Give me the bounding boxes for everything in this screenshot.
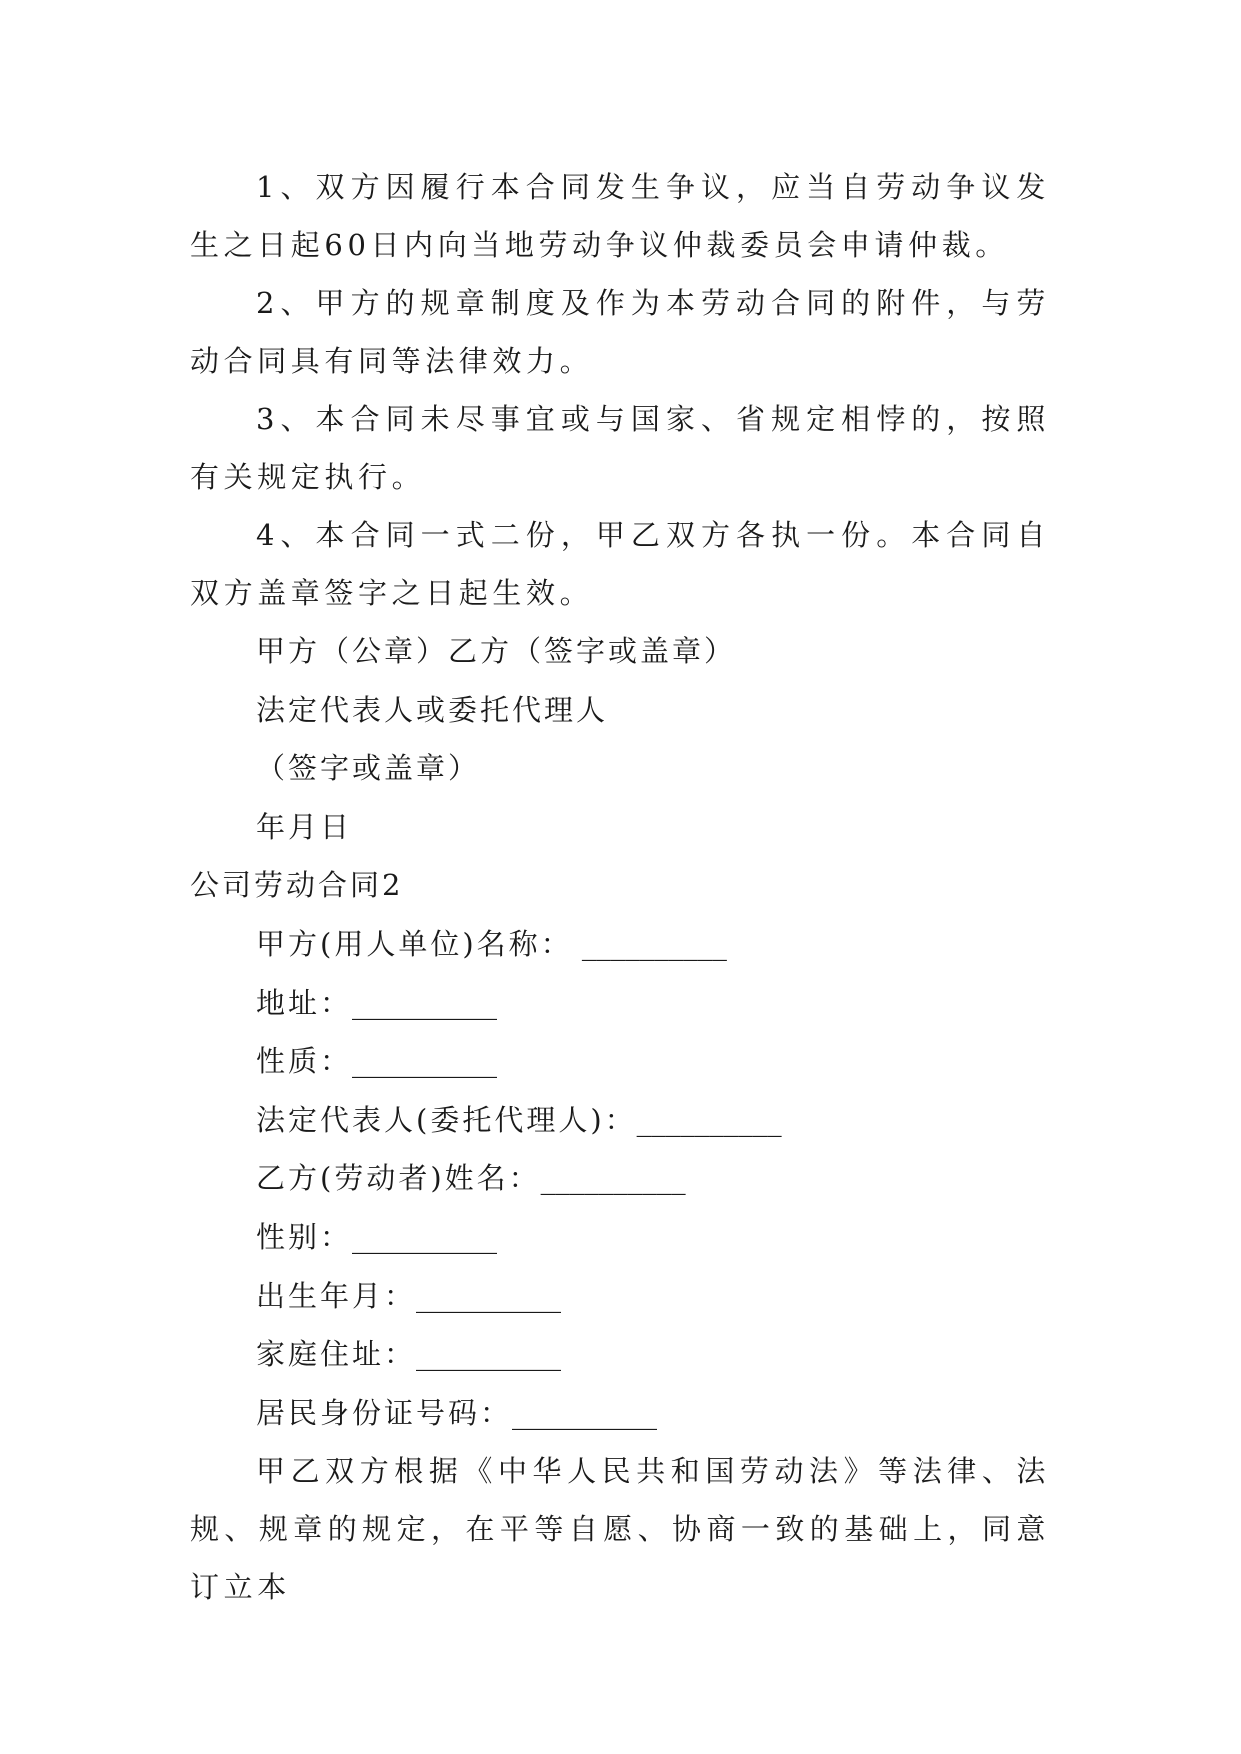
- field-birth-date: [190, 1267, 1050, 1326]
- field-label: 法定代表人(委托代理人)：: [256, 1102, 637, 1137]
- document-page: [190, 158, 1050, 1616]
- field-label: 家庭住址：: [256, 1337, 417, 1372]
- field-home-address: [190, 1325, 1050, 1384]
- field-blank: __________: [352, 1219, 498, 1254]
- clause-2: 2、甲方的规章制度及作为本劳动合同的附件，与劳动合同具有同等法律效力。: [190, 286, 1050, 378]
- field-blank: __________: [540, 1161, 686, 1196]
- signature-sign-line: （签字或盖章）: [256, 751, 481, 786]
- field-blank: __________: [572, 926, 727, 961]
- field-blank: __________: [512, 1395, 658, 1430]
- field-label: 甲方(用人单位)名称：: [256, 926, 573, 961]
- field-id-number: [190, 1384, 1050, 1443]
- field-blank: __________: [352, 1044, 498, 1079]
- clause-3: 3、本合同未尽事宜或与国家、省规定相悖的，按照有关规定执行。: [190, 402, 1050, 494]
- signature-date-line: 年月日: [256, 809, 353, 844]
- field-blank: __________: [416, 1278, 562, 1313]
- closing-paragraph: 甲乙双方根据《中华人民共和国劳动法》等法律、法规、规章的规定，在平等自愿、协商一致的基础上，同意订立本: [190, 1454, 1050, 1605]
- field-gender: [190, 1208, 1050, 1267]
- clause-4: 4、本合同一式二份，甲乙双方各执一份。本合同自双方盖章签字之日起生效。: [190, 518, 1050, 610]
- section-title: 公司劳动合同2: [190, 868, 404, 903]
- field-blank: __________: [416, 1337, 562, 1372]
- field-label: 乙方(劳动者)姓名：: [256, 1161, 541, 1196]
- signature-rep-line: 法定代表人或委托代理人: [256, 692, 609, 727]
- field-nature: [190, 1032, 1050, 1091]
- signature-party-line: 甲方（公章）乙方（签字或盖章）: [256, 634, 737, 668]
- field-label: 地址：: [256, 985, 353, 1020]
- clause-1: 1、双方因履行本合同发生争议，应当自劳动争议发生之日起60日内向当地劳动争议仲裁委员会申请仲裁。: [190, 170, 1050, 262]
- field-employer-name: [190, 915, 1050, 974]
- field-blank: __________: [352, 985, 498, 1020]
- field-legal-rep: [190, 1091, 1050, 1150]
- field-label: 出生年月：: [256, 1278, 417, 1313]
- field-address: [190, 974, 1050, 1033]
- field-blank: __________: [636, 1102, 782, 1137]
- field-employee-name: [190, 1149, 1050, 1208]
- field-label: 居民身份证号码：: [256, 1395, 513, 1430]
- field-label: 性别：: [256, 1219, 353, 1254]
- field-label: 性质：: [256, 1044, 353, 1079]
